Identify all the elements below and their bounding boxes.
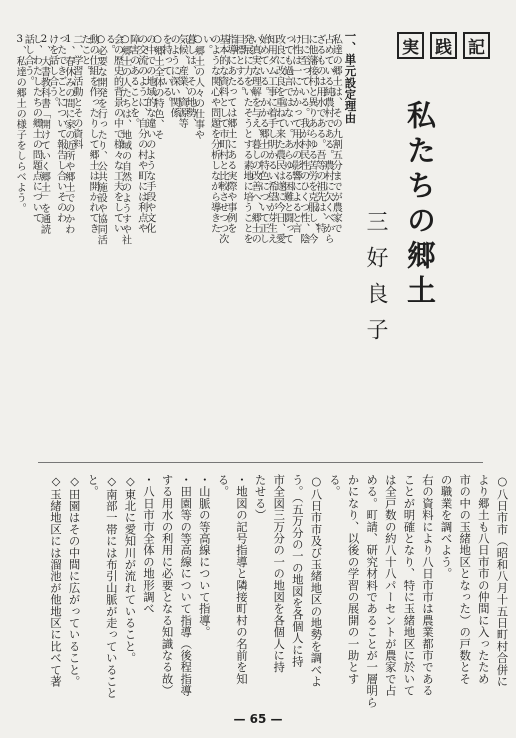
body-text-line: ○郷土全体の特色、そ — [151, 34, 163, 140]
body-text-line: る。 — [216, 474, 231, 498]
body-text-line: 1、春休みの間に家の近所や郷土でのかわ — [62, 34, 74, 235]
body-text-line: い。 — [200, 34, 212, 55]
body-text-line: は全戸数の約八十八パーセントが農家で占 — [383, 474, 398, 697]
body-text-line: 発展に力をいたそうとする素地に培うことを — [241, 34, 253, 244]
body-text-line: と。 — [86, 474, 101, 498]
body-text-line: より郷土も八日市市の仲間に入ったため — [476, 474, 491, 685]
body-text-line: 私達の郷土は、その九割五分までが農家で — [330, 34, 342, 234]
body-text-line: ◇南部一帯には布引山脈が走っていること — [104, 474, 119, 699]
body-text-line: ・山脈の等高線について指導。 — [197, 474, 212, 638]
body-text-line: かになり、以後の学習の展開の一助とす — [346, 474, 361, 685]
body-text-line: 市全図三万分の一の地図を各個人に持 — [272, 474, 287, 673]
author-name: 三好良子 — [363, 210, 388, 354]
body-text-line: に他藩接村と異りあらゆる苦労を克服し、今 — [305, 34, 317, 244]
body-text-line: のような関心や問題を分析しながら導きた — [208, 34, 220, 234]
body-text-line: ◇田園はその中間に広がっていること。 — [67, 474, 82, 688]
body-text-line: けを話し合う。 — [46, 34, 58, 108]
body-text-line: める。町請、研究材料であることが一層明ら — [365, 474, 380, 708]
body-text-line: 動の仕組を作ったりして郷土は開かれてき — [87, 34, 99, 234]
article-title: 私たちの郷土 — [403, 100, 437, 310]
body-text-line: ○八日市市（昭和八月十五日町村合併に — [495, 474, 510, 688]
body-text-line: 市の中の玉緒地区となった）の戸数とそ — [458, 474, 473, 685]
body-text-line: ったできごとについて報告し合いそのわ — [54, 34, 66, 223]
body-text-line: 会の歴史的背景の中で様々な工夫をしてい — [111, 34, 123, 234]
body-text-line: の職業を調べよう。 — [439, 474, 454, 580]
body-text-line: ○郷土の人たちは、地域の自然のようすや社 — [119, 34, 131, 245]
body-text-line: る。 — [103, 34, 115, 55]
body-text-line: ○郷土の人々の仕事や — [192, 34, 204, 140]
body-text-line: 障害のあることを。 — [127, 34, 139, 129]
body-text-line: ことが明確となり、特に玉緒地区に於いて — [402, 474, 417, 697]
body-text-line: ○必要な開発を行ったり、公共施設や協同活 — [95, 34, 107, 245]
body-text-line: 知用ダム工事に着手し明かるい希望が芽生え — [265, 34, 277, 244]
body-text-line: 話し合う。 — [22, 34, 34, 87]
label-box-2: 践 — [430, 32, 457, 59]
body-text-line: の交流のように、自分の村や町には利点や — [135, 34, 147, 234]
body-text-line: 日に至っている。我が村民性のひくつ性、陰 — [297, 34, 309, 244]
body-text-line: たせる） — [253, 474, 268, 521]
body-text-line: する用水の利用に必要となる知識なる故） — [160, 474, 175, 697]
label-box-3: 記 — [463, 32, 490, 59]
body-text-line: ○八日市市及び玉緒地区の地勢を調べよ — [309, 474, 324, 688]
body-text-line: ・地図の記号指導と隣接町村の名前を知 — [235, 474, 249, 685]
body-text-line: ・田園等の等高線について指導（後程指導 — [179, 474, 194, 697]
page-number: — 65 — — [233, 712, 283, 726]
body-text-line: 3、私達の郷土の様子をしらべよう。 — [14, 34, 26, 214]
body-text-line: 気候、産業、資源等 — [176, 34, 188, 129]
body-text-line: ◇玉緒地区には溜池が他地区に比べて著 — [49, 474, 63, 688]
body-text-line: 2、大書教科書「開けていく郷土」を通読 — [38, 34, 50, 235]
body-text-line: 二、学習活動とその資料 — [70, 34, 82, 150]
body-text-line: っても過言ではない。あらゆる困難と闘って — [281, 34, 293, 244]
body-text-line: ◇東北に愛知川が流れていること。 — [123, 474, 138, 664]
body-text-line: たこと。 — [79, 34, 91, 76]
body-text-line: 改良に改良を重ねて来た農民は遂に今日、愛 — [273, 34, 285, 244]
body-text-line: の中での地域的な違いのような手段や文化 — [143, 34, 155, 234]
block-divider — [38, 462, 483, 463]
body-text-line: のように深い関係 — [168, 34, 180, 118]
section-label-boxes — [362, 32, 490, 60]
body-text-line: し、わたしたちの郷土の問題点について — [30, 34, 42, 223]
body-text-line: を持っている。 — [160, 34, 172, 108]
section1-heading: 一、単元設定理由 — [343, 30, 358, 124]
body-text-line: い真実な理解を与え、暮しの改善へ、郷土の — [249, 34, 261, 244]
body-text-line: け性は一にかかって用水の影響によると言 — [289, 34, 301, 234]
body-text-line: 基本的な資料として市町村と比較させつつ次 — [216, 34, 228, 244]
body-text-line: 右の資料により八日市市は農業都市である — [421, 474, 435, 697]
body-text-line: 占めている純農村である。農村に欠くべから — [322, 34, 334, 244]
body-text-line: る。 — [328, 474, 342, 498]
body-text-line: 暮しは、その地勢、 — [184, 34, 196, 129]
body-text-line: 始めている。かかる郷土の特色について正し — [257, 34, 269, 244]
body-text-line: 目標とする。 — [232, 34, 244, 97]
body-text-line: ざるものは用水である。吾等の祖先は、特 — [313, 34, 325, 234]
body-text-line: ・八日市市全体の地形調べ — [142, 474, 156, 615]
label-box-1: 実 — [397, 32, 424, 59]
body-text-line: 指導にあたっては郷土にある実際や事例を — [224, 34, 236, 234]
body-text-line: う。（五万分の一の地図を各個人に持 — [290, 474, 305, 668]
